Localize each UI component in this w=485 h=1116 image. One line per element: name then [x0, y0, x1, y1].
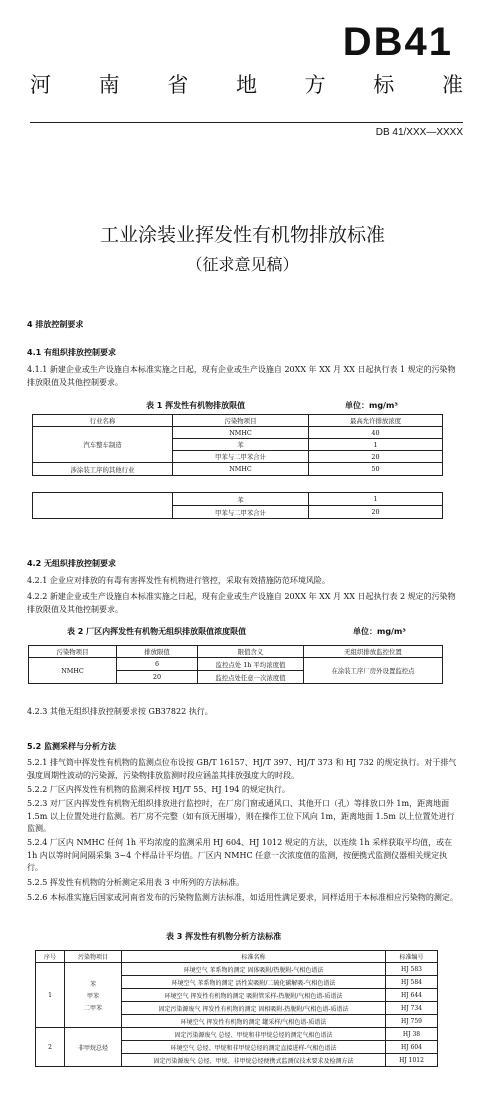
banner-char: 省 [167, 73, 189, 97]
table-cell: 非甲烷总烃 [65, 1028, 122, 1067]
table-cell: 苯 [173, 493, 309, 506]
table-cell: HJ 644 [386, 989, 438, 1002]
table-header: 限值含义 [198, 646, 304, 658]
table-cell: 环境空气 苯系物的测定 活性炭吸附/二硫化碳解吸-气相色谱法 [122, 976, 386, 989]
paragraph: 4.2.3 其他无组织排放控制要求按 GB37822 执行。 [27, 707, 213, 716]
table-cell: 汽车整车制造 [33, 427, 173, 463]
table-cell: NMHC [173, 463, 309, 476]
table-cell: 苯 [173, 439, 309, 451]
table-cell: NMHC [29, 658, 117, 684]
table-caption: 表 1 挥发性有机物排放限值 [146, 401, 246, 410]
table-cell: 20 [117, 671, 198, 684]
table-cell: HJ 584 [386, 976, 438, 989]
banner-char: 方 [304, 73, 326, 97]
table-header: 标准编号 [386, 951, 438, 963]
table-header: 排放限值 [117, 646, 198, 658]
analysis-method-table [35, 950, 438, 1067]
province-standard-banner [30, 72, 463, 98]
table-cell: HJ 38 [386, 1028, 438, 1041]
table-cell: 固定污染源废气 挥发性有机物的测定 固相吸附-热脱附/气相色谱-质谱法 [122, 1002, 386, 1015]
banner-char: 地 [235, 73, 257, 97]
table-cell: 甲苯与二甲苯合计 [173, 506, 309, 519]
table-cell: HJ 1012 [386, 1054, 438, 1067]
table-cell: 环境空气 挥发性有机物的测定 罐采样/气相色谱-质谱法 [122, 1015, 386, 1028]
table-cell: HJ 759 [386, 1015, 438, 1028]
table-cell: 2 [36, 1028, 65, 1067]
paragraph: 5.2.3 对厂区内挥发性有机物无组织排放进行监控时，在厂房门窗或通风口、其他开口（孔）等排放口外 1m，距离地面 1.5m 以上位置处进行监测。若厂房不完整（如有顶无围墙），则在操作工位下风向 1m，距离地面 1.5m 以上位置处进行监测。 [27, 799, 455, 833]
table-cell-empty [33, 493, 173, 519]
page-title: 工业涂装业挥发性有机物排放标准 [99, 224, 385, 246]
paragraph: 5.2.4 厂区内 NMHC 任何 1h 平均浓度的监测采用 HJ 604、HJ 1012 规定的方法，以连续 1h 采样获取平均值，或在 1h 内以等时间间隔采集 3~4 个样品计平均值。厂区内 NMHC 任意一次浓度值的监测，按便携式监测仪器相关规定执行。 [27, 838, 453, 872]
table-cell: 监控点处任意一次浓度值 [198, 671, 304, 684]
table-cell: 甲苯与二甲苯合计 [173, 451, 309, 463]
table-cell: 1 [309, 439, 443, 451]
header-divider [30, 122, 463, 123]
pollutant-name: 苯 [89, 980, 96, 988]
section-heading: 5.2 监测采样与分析方法 [27, 742, 116, 751]
table-cell: 40 [309, 427, 443, 439]
table-cell: 固定污染源废气 总烃、甲烷、非甲烷总烃便携式监测仪技术要求及检测方法 [122, 1054, 386, 1067]
table-cell: 环境空气 总烃、甲烷和非甲烷总烃的测定直接进样-气相色谱法 [122, 1041, 386, 1054]
paragraph: 5.2.1 排气筒中挥发性有机物的监测点位布设按 GB/T 16157、HJ/T 397、HJ/T 373 和 HJ 732 的规定执行。对于排气强度周期性波动的污染源，污染物排放监测时段应涵盖其排放强度大的时段。 [27, 758, 457, 780]
table-cell: HJ 734 [386, 1002, 438, 1015]
table-caption: 表 2 厂区内挥发性有机物无组织排放限值浓度限值 [67, 627, 247, 636]
paragraph: 5.2.2 厂区内挥发性有机物的监测采样按 HJ/T 55、HJ 194 的规定执行。 [27, 785, 290, 794]
emission-limit-table-continued [32, 492, 443, 519]
table-cell: 环境空气 挥发性有机物的测定 吸附管采样-热脱附/气相色谱-质谱法 [122, 989, 386, 1002]
pollutant-name: 甲苯 [86, 992, 99, 1000]
table-header: 最高允许排放浓度 [309, 415, 443, 427]
paragraph: 4.2.2 新建企业或生产设施自本标准实施之日起，现有企业或生产设施自 20XX 年 XX 月 XX 日起执行表 2 规定的污染物排放限值及其他控制要求。 [27, 592, 456, 614]
table-cell: 环境空气 苯系物的测定 固体吸附/热脱附-气相色谱法 [122, 963, 386, 976]
fugitive-limit-table [28, 645, 443, 684]
table-header: 标准名称 [122, 951, 386, 963]
table-caption: 表 3 挥发性有机物分析方法标准 [166, 932, 282, 941]
table-cell: HJ 583 [386, 963, 438, 976]
section-heading: 4.1 有组织排放控制要求 [27, 348, 116, 357]
banner-char: 标 [373, 73, 395, 97]
banner-char: 河 [30, 73, 51, 97]
table-cell: HJ 604 [386, 1041, 438, 1054]
table-cell: NMHC [173, 427, 309, 439]
table-header: 污染物项目 [29, 646, 117, 658]
page-subtitle: （征求意见稿） [186, 255, 299, 274]
banner-char: 准 [441, 73, 463, 97]
table-cell: 1 [309, 493, 443, 506]
table-header: 污染物项目 [173, 415, 309, 427]
table-header: 污染物项目 [65, 951, 122, 963]
table-cell: 20 [309, 451, 443, 463]
section-heading: 4 排放控制要求 [27, 320, 84, 329]
table-cell: 监控点处 1h 平均浓度值 [198, 658, 304, 671]
section-heading: 4.2 无组织排放控制要求 [27, 559, 116, 568]
table-header: 序号 [36, 951, 65, 963]
table-cell: 在涂装工序厂房外设置监控点 [304, 658, 443, 684]
table-unit: 单位：mg/m³ [345, 401, 398, 410]
table-cell [65, 963, 122, 1028]
table-header: 无组织排放监控位置 [304, 646, 443, 658]
paragraph: 5.2.5 挥发性有机物的分析测定采用表 3 中所列的方法标准。 [27, 878, 245, 887]
paragraph: 4.1.1 新建企业或生产设施自本标准实施之日起，现有企业或生产设施自 20XX 年 XX 月 XX 日起执行表 1 规定的污染物排放限值及其他控制要求。 [27, 365, 456, 387]
paragraph: 4.2.1 企业应对排放的有毒有害挥发性有机物进行管控，采取有效措施防范环境风险。 [27, 576, 330, 585]
banner-char: 南 [98, 73, 120, 97]
emission-limit-table [32, 414, 443, 476]
standard-code-logo: DB41 [342, 20, 453, 64]
paragraph: 5.2.6 本标准实施后国家或河南省发布的污染物监测方法标准，如适用性满足要求，同样适用于本标准相应污染物的测定。 [27, 893, 458, 902]
table-unit: 单位：mg/m³ [353, 627, 406, 636]
table-header: 行业名称 [33, 415, 173, 427]
pollutant-name: 二甲苯 [83, 1004, 102, 1012]
table-cell: 50 [309, 463, 443, 476]
table-cell: 20 [309, 506, 443, 519]
document-number: DB 41/XXX—XXXX [375, 127, 463, 138]
table-cell: 涉涂装工序的其他行业 [33, 463, 173, 476]
table-cell: 6 [117, 658, 198, 671]
table-cell: 1 [36, 963, 65, 1028]
table-cell: 固定污染源废气 总烃、甲烷和非甲烷总烃的测定气相色谱法 [122, 1028, 386, 1041]
